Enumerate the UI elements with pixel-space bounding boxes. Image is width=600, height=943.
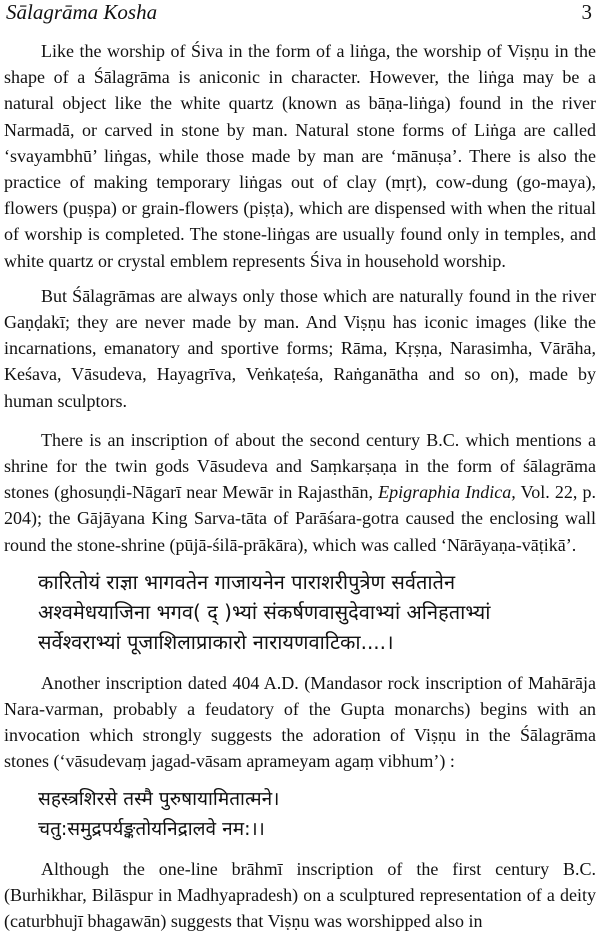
paragraph-salagramas-natural: But Śālagrāmas are always only those which are naturally found in the river Gaṇḍakī; they are never made by man. And Viṣṇu has iconic images (like the incarnations, emanatory and sportive forms; Rāma, Kṛṣṇa, Narasimha, Vārāha, Keśava, Vāsudeva, Hayagrīva, Veṅkaṭeśa, Raṅganātha and so on), made by human sculptors. (4, 285, 596, 411)
paragraph-linga-worship: Like the worship of Śiva in the form of a liṅga, the worship of Viṣṇu in the shape of a Śālagrāma is aniconic in character. However, the liṅga may be a natural object like the white quartz (known as bāṇa-liṅga) found in the river Narmadā, or carved in stone by man. Natural stone forms of Liṅga are called ‘svayambhū’ liṅgas, while those made by man are ‘mānuṣa’. There is also the practice of making temporary liṅgas out of clay (mṛt), cow-dung (go-maya), flowers (puṣpa) or grain-flowers (piṣṭa), which are dispensed with when the ritual of worship is completed. The stone-liṅgas are usually found only in temples, and white quartz or crystal emblem represents Śiva in household worship. (4, 41, 596, 271)
verse-line: सहस्त्रशिरसे तस्मै पुरुषायामितात्मने। (38, 787, 280, 810)
running-title: Sālagrāma Kosha (6, 0, 158, 24)
verse-line: अश्वमेधयाजिना भगव( द् )भ्यां संकर्षणवासुदेवाभ्यां अनिहताभ्यां (38, 599, 491, 624)
paragraph-mandasor-inscription: Another inscription dated 404 A.D. (Mandasor rock inscription of Mahārāja Nara-varman, probably a feudatory of the Gupta monarchs) begins with an invocation which strongly suggests the adoration of Viṣṇu in the Śālagrāma stones (‘vāsudevaṃ jagad-vāsam aprameyam agaṃ vibhum’) : (4, 672, 596, 772)
sanskrit-verse-mandasor (38, 784, 596, 844)
verse-line: चतु:समुद्रपर्यङ्कतोयनिद्रालवे नम:।। (38, 817, 265, 840)
page-header (6, 0, 592, 24)
paragraph-text: Vol. 22, p. 204); the Gājāyana King Sarva-tāta of Parāśara-gotra caused the enclosing wall round the stone-shrine (pūjā-śilā-prākāra), which was called ‘Nārāyaṇa-vāṭikā’. (4, 482, 596, 555)
paragraph-inscription-second-century (4, 427, 596, 558)
page-number: 3 (581, 0, 592, 24)
verse-line: सर्वेश्वराभ्यां पूजाशिलाप्राकारो नारायणवाटिका....। (38, 629, 394, 654)
sanskrit-verse-ghosundi (38, 567, 596, 657)
verse-line: कारितोयं राज्ञा भागवतेन गाजायनेन पाराशरीपुत्रेण सर्वतातेन (38, 569, 456, 594)
epigraphia-indica-title: Epigraphia Indica, (378, 482, 516, 503)
paragraph-brahmi-inscription: Although the one-line brāhmī inscription of the first century B.C. (Burhikhar, Bilāspur in Madhyapradesh) on a sculptured representation of a deity (caturbhujī bhagawān) suggests that Viṣṇu was worshipped also in (4, 858, 596, 932)
paragraph-text: There is an inscription of about the second century B.C. which mentions a shrine for the twin gods Vāsudeva and Saṃkarṣaṇa in the form of śālagrāma stones (ghosuṇḍi-Nāgarī near Mewār in Rajasthān, (4, 429, 596, 503)
page-body (4, 38, 596, 943)
